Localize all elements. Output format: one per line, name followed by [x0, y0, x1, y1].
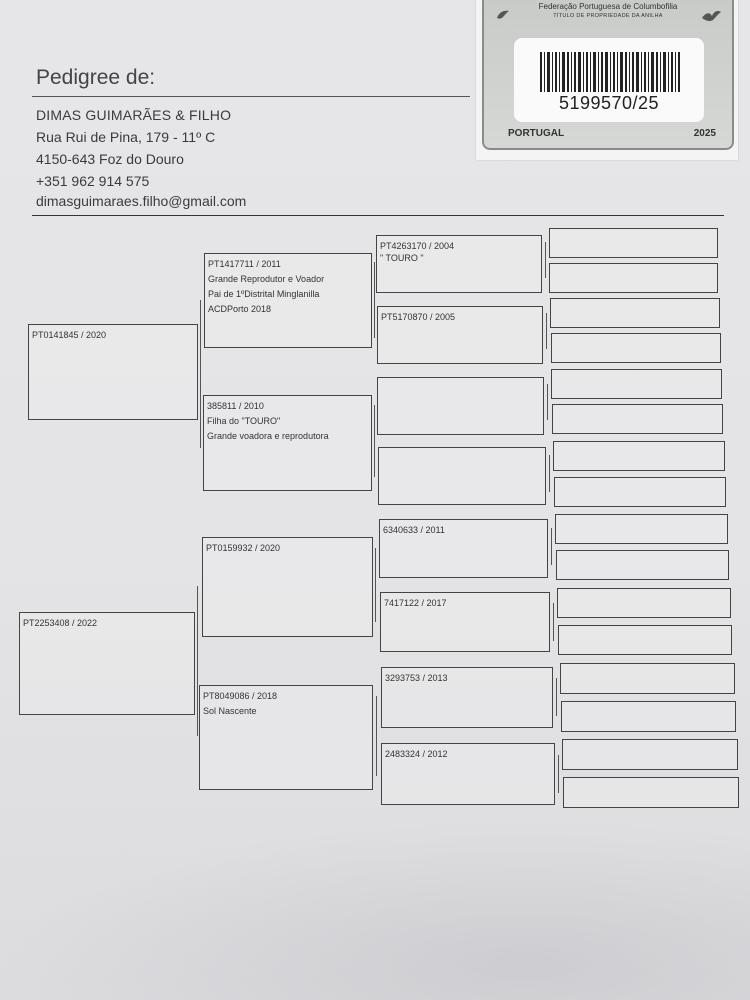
gen3-box: [376, 235, 542, 293]
gen3-box: [381, 667, 553, 728]
sire-sire-box: [204, 253, 372, 348]
dam-dam-line: Sol Nascente: [203, 706, 257, 716]
barcode-graphic: [540, 52, 680, 92]
ring-number: 5199570/25: [558, 93, 660, 113]
owner-street: Rua Rui de Pina, 179 - 11º C: [36, 129, 216, 145]
connector: [375, 548, 376, 622]
gen4-box: [549, 228, 718, 258]
sire-sire-line: ACDPorto 2018: [208, 304, 272, 314]
gen4-box: [551, 333, 721, 363]
dam-box: [19, 612, 195, 715]
sire-sire-line: PT1417711 / 2011: [208, 259, 281, 269]
ring-country: PORTUGAL: [508, 128, 565, 139]
connector: [545, 242, 546, 278]
connector: [551, 528, 552, 565]
ring-year: 2025: [693, 128, 716, 139]
connector: [546, 313, 547, 349]
gen3-box: [377, 306, 543, 364]
dam-sire-box: [202, 537, 373, 637]
page-title: Pedigree de:: [36, 66, 156, 89]
owner-name: DIMAS GUIMARÃES & FILHO: [36, 107, 232, 123]
sire-dam-line: Grande voadora e reprodutora: [207, 431, 329, 441]
ring-certificate: [476, 0, 738, 160]
sire-dam-line: 385811 / 2010: [207, 401, 264, 411]
gen4-box: [554, 477, 726, 507]
sire-sire-line: Grande Reprodutor e Voador: [208, 274, 325, 284]
gen4-box: [549, 263, 718, 293]
sire-sire-line: Pai de 1ºDistrital Minglanilla: [208, 289, 320, 299]
gen4-box: [558, 625, 732, 655]
gen3-line: 3293753 / 2013: [385, 673, 448, 683]
sire-dam-line: Filha do "TOURO": [207, 416, 281, 426]
connector: [374, 262, 375, 338]
pigeon-flight-icon: [700, 8, 722, 26]
gen3-box: [381, 743, 555, 805]
gen4-box: [550, 298, 720, 328]
federation-name: Federação Portuguesa de Columbofilia: [538, 2, 678, 11]
gen4-box: [556, 550, 729, 580]
sire-box: [28, 324, 198, 420]
gen3-line: " TOURO ": [380, 253, 424, 263]
paper-shadow: [0, 820, 750, 1000]
sire-dam-box: [203, 395, 372, 491]
connector: [549, 455, 550, 492]
gen4-box: [560, 663, 735, 694]
connector: [547, 384, 548, 420]
connector: [200, 300, 201, 448]
gen3-box: [379, 519, 548, 578]
gen4-box: [555, 514, 728, 544]
gen4-box: [551, 369, 722, 399]
gen3-line: 7417122 / 2017: [384, 598, 447, 608]
gen3-box: [378, 447, 546, 505]
gen4-box: [552, 404, 723, 434]
sire-id: PT0141845 / 2020: [32, 330, 107, 340]
header-divider: [32, 96, 470, 97]
owner-phone: +351 962 914 575: [36, 173, 150, 189]
gen4-box: [557, 588, 731, 618]
gen3-line: 6340633 / 2011: [383, 525, 445, 535]
gen4-box: [563, 777, 739, 808]
gen3-line: 2483324 / 2012: [385, 749, 448, 759]
gen4-box: [561, 701, 736, 732]
certificate-subtitle: TÍTULO DE PROPRIEDADE DA ANILHA: [553, 13, 663, 19]
connector: [376, 696, 377, 776]
gen3-line: PT5170870 / 2005: [381, 312, 456, 322]
connector: [374, 405, 375, 477]
dam-dam-box: [199, 685, 373, 790]
gen4-box: [553, 441, 725, 471]
connector: [556, 678, 557, 716]
connector: [558, 755, 559, 793]
connector: [197, 586, 198, 736]
gen3-box: [377, 377, 544, 435]
connector: [553, 603, 554, 641]
gen4-box: [562, 739, 738, 770]
dam-id: PT2253408 / 2022: [23, 618, 98, 628]
owner-postal: 4150-643 Foz do Douro: [36, 151, 184, 167]
gen3-box: [380, 592, 550, 652]
gen3-line: PT4263170 / 2004: [380, 241, 455, 251]
owner-divider: [32, 215, 724, 216]
dam-sire-line: PT0159932 / 2020: [206, 543, 281, 553]
ring-certificate-frame: [482, 0, 734, 150]
owner-email: dimasguimaraes.filho@gmail.com: [36, 193, 247, 209]
dam-dam-line: PT8049086 / 2018: [203, 691, 278, 701]
barcode-label: [514, 38, 704, 122]
